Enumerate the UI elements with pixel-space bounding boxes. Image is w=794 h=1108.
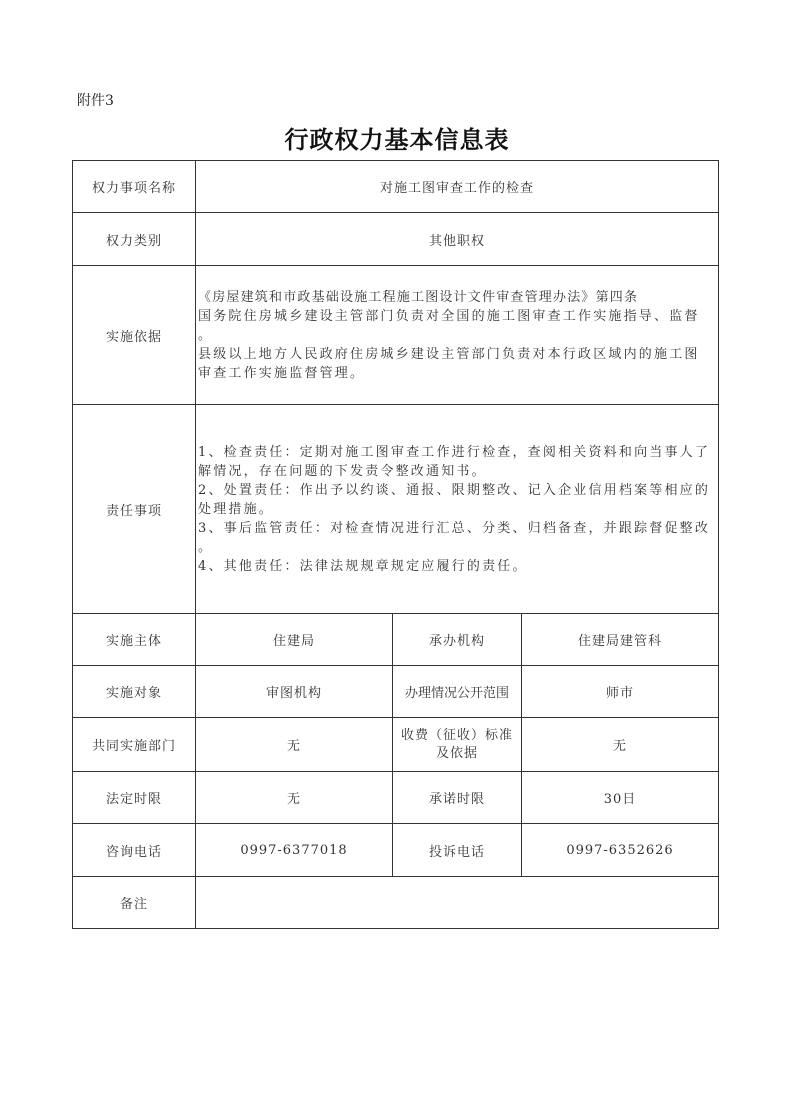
info-table — [72, 160, 719, 929]
promised-time-limit-label: 承诺时限 — [393, 772, 522, 824]
fee-standard-label — [393, 718, 522, 772]
legal-time-limit-label: 法定时限 — [73, 772, 196, 824]
target-label: 实施对象 — [73, 666, 196, 718]
consult-phone-label: 咨询电话 — [73, 824, 196, 877]
table-row-basis — [73, 266, 719, 405]
table-row-remarks — [73, 877, 719, 929]
basis-line: 。 — [198, 327, 214, 343]
power-category-value: 其他职权 — [196, 213, 719, 266]
power-name-label: 权力事项名称 — [73, 161, 196, 213]
table-row-power-category — [73, 213, 719, 266]
page-title: 行政权力基本信息表 — [284, 125, 510, 154]
promised-time-limit-value: 30日 — [522, 772, 719, 824]
target-value: 审图机构 — [196, 666, 393, 718]
handling-agency-value: 住建局建管科 — [522, 614, 719, 666]
disclosure-scope-label: 办理情况公开范围 — [393, 666, 522, 718]
power-name-value: 对施工图审查工作的检查 — [196, 161, 719, 213]
responsibility-line: 4、其他责任：法律法规规章规定应履行的责任。 — [198, 558, 528, 574]
remarks-label: 备注 — [73, 877, 196, 929]
disclosure-scope-value: 师市 — [522, 666, 719, 718]
legal-time-limit-value: 无 — [196, 772, 393, 824]
responsibility-line: 3、事后监管责任：对检查情况进行汇总、分类、归档备查，并跟踪督促整改 — [198, 520, 711, 536]
table-row-joint — [73, 718, 719, 772]
table-row-phone — [73, 824, 719, 877]
responsibility-line: 2、处置责任：作出予以约谈、通报、限期整改、记入企业信用档案等相应的 — [198, 482, 711, 498]
subject-label: 实施主体 — [73, 614, 196, 666]
joint-dept-value: 无 — [196, 718, 393, 772]
responsibilities-label: 责任事项 — [73, 405, 196, 614]
responsibilities-content — [196, 405, 719, 614]
responsibility-line: 1、检查责任：定期对施工图审查工作进行检查，查阅相关资料和向当事人了 — [198, 444, 711, 460]
basis-line: 县级以上地方人民政府住房城乡建设主管部门负责对本行政区域内的施工图 — [198, 346, 700, 362]
subject-value: 住建局 — [196, 614, 393, 666]
basis-line: 审查工作实施监督管理。 — [198, 365, 366, 381]
joint-dept-label: 共同实施部门 — [73, 718, 196, 772]
basis-label: 实施依据 — [73, 266, 196, 405]
responsibility-line: 解情况，存在问题的下发责令整改通知书。 — [198, 463, 487, 479]
responsibility-line: 。 — [198, 539, 214, 555]
remarks-value — [196, 877, 719, 929]
basis-line: 国务院住房城乡建设主管部门负责对全国的施工图审查工作实施指导、监督 — [198, 308, 700, 324]
consult-phone-value: 0997-6377018 — [196, 824, 393, 877]
table-row-target — [73, 666, 719, 718]
responsibility-line: 处理措施。 — [198, 501, 275, 517]
power-category-label: 权力类别 — [73, 213, 196, 266]
fee-standard-label-line2: 及依据 — [435, 745, 478, 761]
complaint-phone-value: 0997-6352626 — [522, 824, 719, 877]
fee-standard-label-line1: 收费（征收）标准 — [400, 727, 513, 743]
basis-line: 《房屋建筑和市政基础设施工程施工图设计文件审查管理办法》第四条 — [198, 289, 639, 305]
table-row-time-limit — [73, 772, 719, 824]
complaint-phone-label: 投诉电话 — [393, 824, 522, 877]
table-row-power-name — [73, 161, 719, 213]
basis-content — [196, 266, 719, 405]
handling-agency-label: 承办机构 — [393, 614, 522, 666]
table-row-responsibilities — [73, 405, 719, 614]
fee-standard-value: 无 — [522, 718, 719, 772]
attachment-label: 附件3 — [77, 93, 114, 109]
table-row-subject — [73, 614, 719, 666]
